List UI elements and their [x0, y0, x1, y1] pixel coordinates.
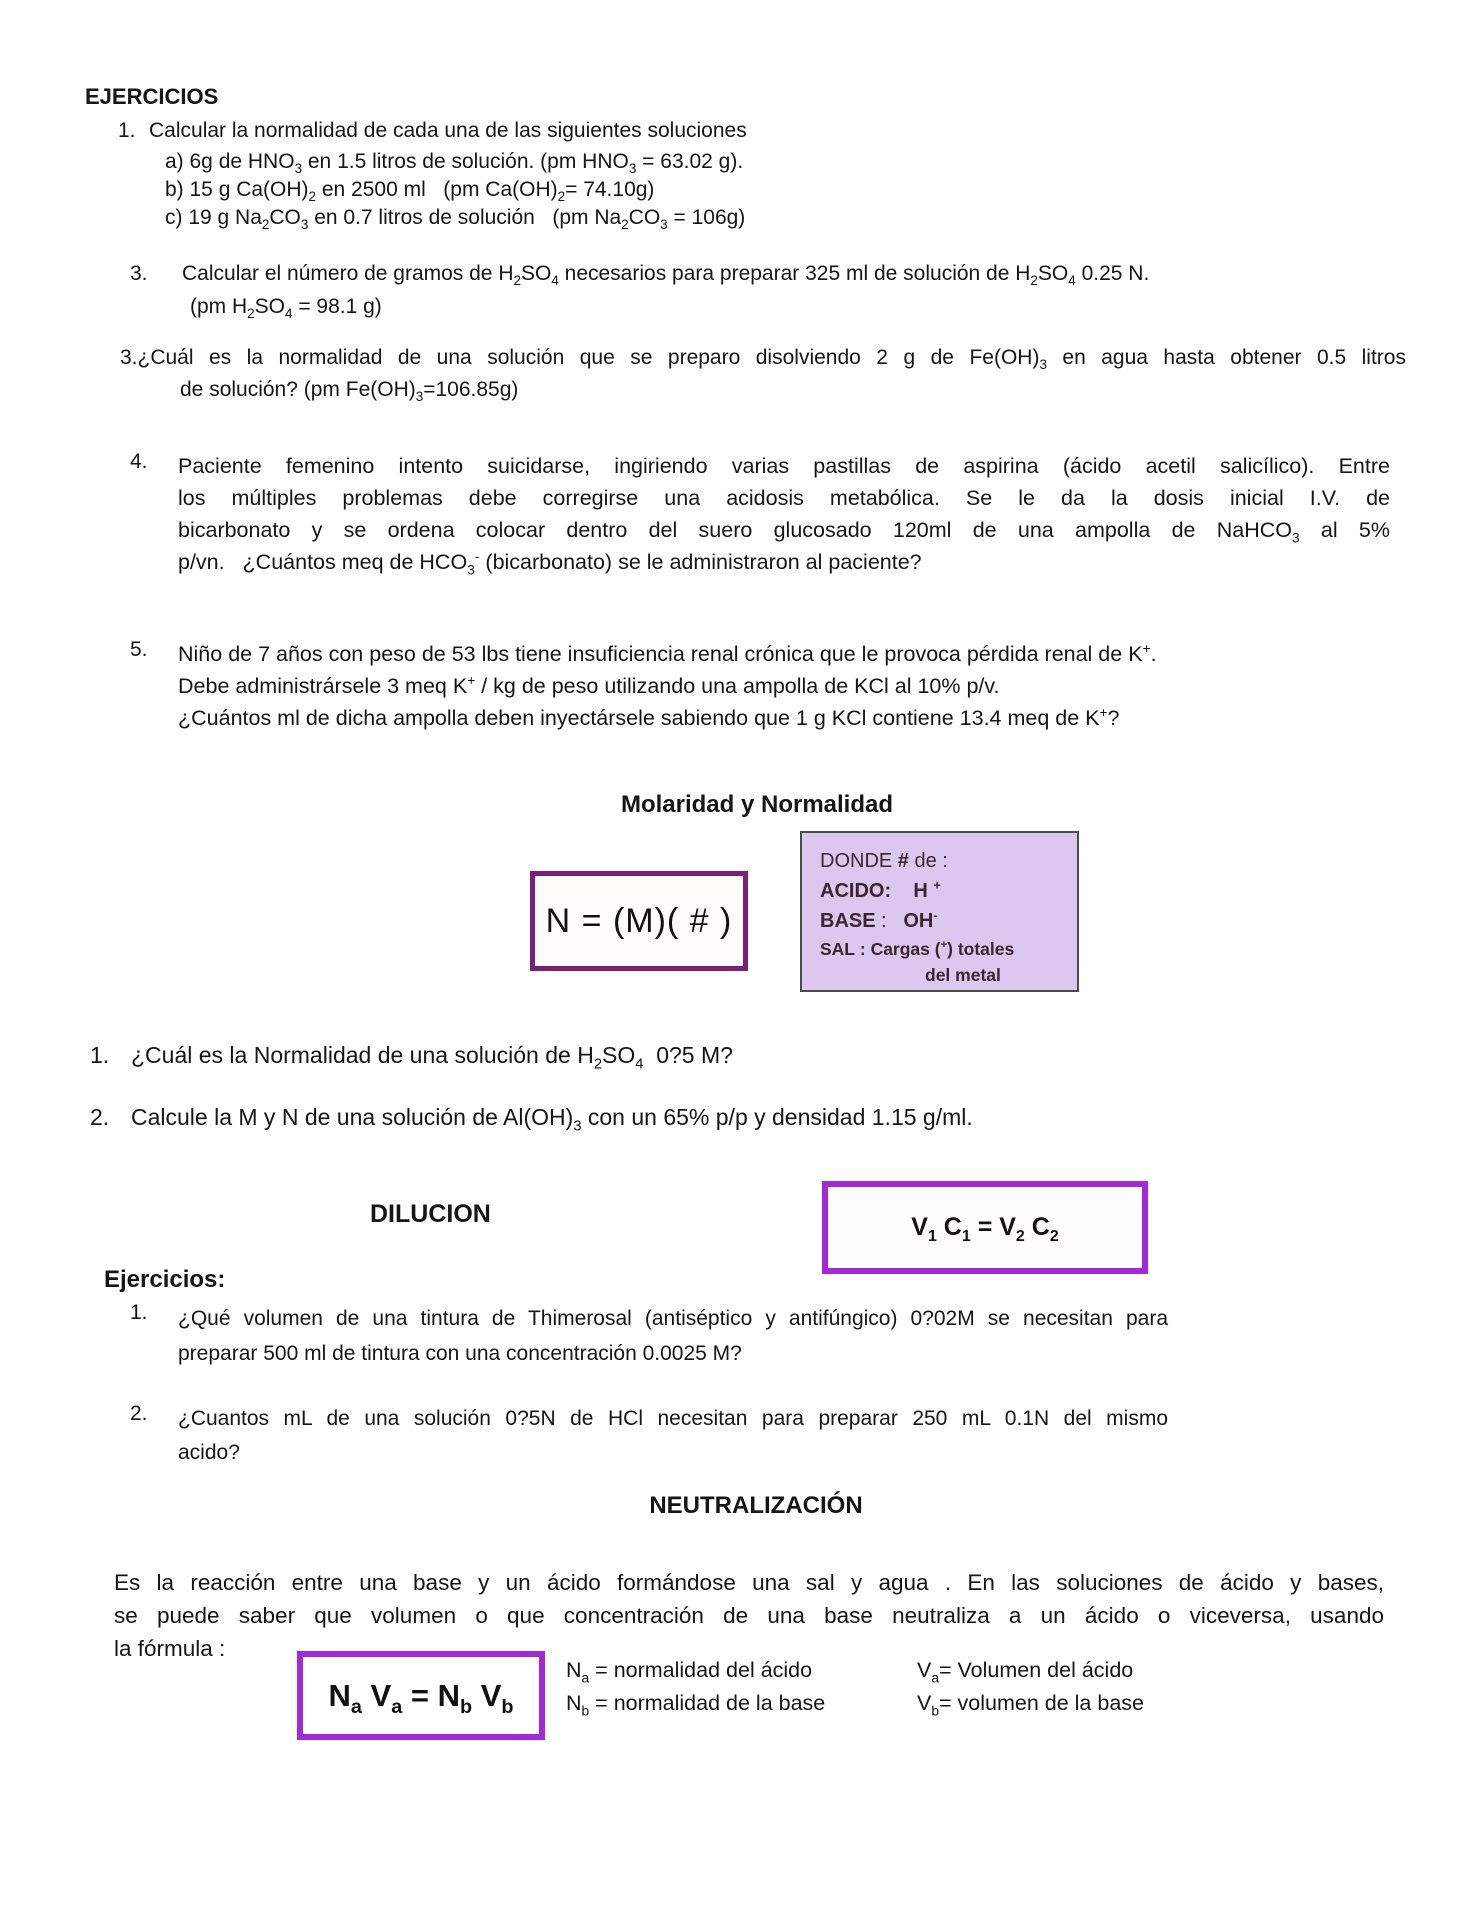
neutralizacion-paragraph-line-1: Es la reacción entre una base y un ácido formándose una sal y agua . En las soluciones de ácido y bases, — [114, 1570, 1384, 1595]
exercise-5-number: 5. — [130, 638, 148, 661]
legend-va: $V_a=$ Volumen del ácido — [917, 1658, 1134, 1686]
exercise-3-text: Calcular el número de gramos de $H_2SO_4$ necesarios para preparar 325 ml de solución de $H_2SO_4$ 0.25 N. — [182, 262, 1150, 289]
exercise-4-line-3: bicarbonato y se ordena colocar dentro del suero glucosado 120ml de una ampolla de NaHCO$_3$ al 5% — [178, 518, 1390, 546]
where-definition-box — [800, 831, 1079, 992]
exercise-5-line-1: Niño de 7 años con peso de 53 lbs tiene insuficiencia renal crónica que le provoca pérdida renal de K+. — [178, 640, 1157, 666]
neutralizacion-paragraph-line-2: se puede saber que volumen o que concentración de una base neutraliza a un ácido o viceversa, usando — [114, 1603, 1384, 1628]
legend-nb: $N_b$ = normalidad de la base — [566, 1691, 826, 1719]
dilucion-question-2-number: 2. — [130, 1402, 148, 1425]
exercise-5-line-3: ¿Cuántos ml de dicha ampolla deben inyectársele sabiendo que 1 g KCl contiene 13.4 meq de K+? — [178, 704, 1120, 730]
exercise-1-sub-a: a) 6g de $HNO_3$ en 1.5 litros de solución. (pm $HNO_3 = 63.02$ g). — [165, 150, 744, 177]
section-heading-ejercicios: EJERCICIOS — [85, 84, 219, 109]
dilution-formula-box — [822, 1181, 1148, 1274]
section-title-dilucion: DILUCION — [370, 1200, 491, 1228]
where-box-line-acido: ACIDO: H + — [820, 877, 941, 902]
molaridad-question-2-text: Calcule la M y N de una solución de $Al(OH)_3$ con un 65% p/p y densidad 1.15 g/ml. — [131, 1104, 973, 1135]
exercise-4-number: 4. — [130, 450, 148, 473]
neutralization-formula: $N_a$ $V_a = N_b$ $V_b$ — [328, 1677, 514, 1718]
neutralizacion-paragraph-line-3: la fórmula : — [114, 1636, 226, 1661]
exercise-3-number: 3. — [130, 262, 148, 285]
dilucion-question-1-text — [178, 1301, 1168, 1371]
where-box-line-sal: SAL : Cargas (+) totales — [820, 939, 1015, 959]
exercise-4-text — [178, 450, 1390, 578]
dilucion-subheading-ejercicios: Ejercicios: — [104, 1266, 226, 1293]
where-box-line-base: BASE : OH- — [820, 907, 938, 932]
legend-vb: $V_b=$ volumen de la base — [917, 1691, 1144, 1719]
molaridad-question-2-number: 2. — [90, 1104, 110, 1130]
exercise-4-line-1: Paciente femenino intento suicidarse, ingiriendo varias pastillas de aspirina (ácido acetil salicílico). Entre — [178, 454, 1390, 478]
exercise-3-pm-note: (pm $H_2SO_4 = 98.1$ g) — [190, 295, 382, 322]
exercise-1-sub-b: b) 15 g $Ca(OH)_2$ en 2500 ml (pm $Ca(OH)_2= 74.10g$) — [165, 178, 655, 205]
dilucion-question-2-line-1: ¿Cuantos mL de una solución 0?5N de HCl necesitan para preparar 250 mL 0.1N del mismo — [178, 1407, 1168, 1430]
exercise-1-text: Calcular la normalidad de cada una de las siguientes soluciones — [149, 119, 747, 142]
section-title-neutralizacion: NEUTRALIZACIÓN — [649, 1492, 863, 1519]
dilution-formula: $V_1$ $C_1 = V_2$ $C_2$ — [911, 1213, 1059, 1245]
dilucion-question-1-line-2: preparar 500 ml de tintura con una concentración 0.0025 M? — [178, 1342, 742, 1365]
exercise-3b-line-1: 3.¿Cuál es la normalidad de una solución que se preparo disolviendo 2 g de $Fe(OH)_3$ en agua hasta obtener 0.5 litros — [120, 346, 1406, 373]
normality-formula-box — [530, 871, 748, 971]
exercise-5-line-2: Debe administrársele 3 meq K+ / kg de peso utilizando una ampolla de KCl al 10% p/v. — [178, 672, 1000, 698]
exercise-1-sub-c: c) 19 g $Na_2CO_3$ en 0.7 litros de solución (pm $Na_2CO_3 = 106g$) — [165, 206, 746, 233]
normality-formula: N = (M)( # ) — [545, 901, 733, 940]
exercise-4-line-4: p/vn. ¿Cuántos meq de $HCO_3^-$ (bicarbonato) se le administraron al paciente? — [178, 548, 922, 578]
section-title-molaridad: Molaridad y Normalidad — [620, 791, 894, 818]
where-box-line-donde: DONDE # de : — [820, 850, 948, 872]
molaridad-question-1-number: 1. — [90, 1042, 110, 1068]
dilucion-question-2-line-2: acido? — [178, 1441, 240, 1464]
exercise-1-number: 1. — [118, 119, 136, 142]
exercise-3b-line-2: de solución? (pm $Fe(OH)_3=106.85g$) — [180, 378, 519, 405]
exercise-5-text — [178, 638, 1418, 734]
dilucion-question-1-line-1: ¿Qué volumen de una tintura de Thimerosal (antiséptico y antifúngico) 0?02M se necesitan para — [178, 1307, 1168, 1330]
neutralization-formula-box — [297, 1651, 545, 1740]
molaridad-question-1-text: ¿Cuál es la Normalidad de una solución de $H_2SO_4$ 0?5 M? — [131, 1042, 733, 1073]
exercise-4-line-2: los múltiples problemas debe corregirse una acidosis metabólica. Se le da la dosis inicial I.V. de — [178, 486, 1390, 510]
legend-na: $N_a$ = normalidad del ácido — [566, 1658, 813, 1686]
dilucion-question-2-text — [178, 1402, 1168, 1470]
where-box-line-del-metal: del metal — [925, 965, 1001, 985]
dilucion-question-1-number: 1. — [130, 1301, 148, 1324]
